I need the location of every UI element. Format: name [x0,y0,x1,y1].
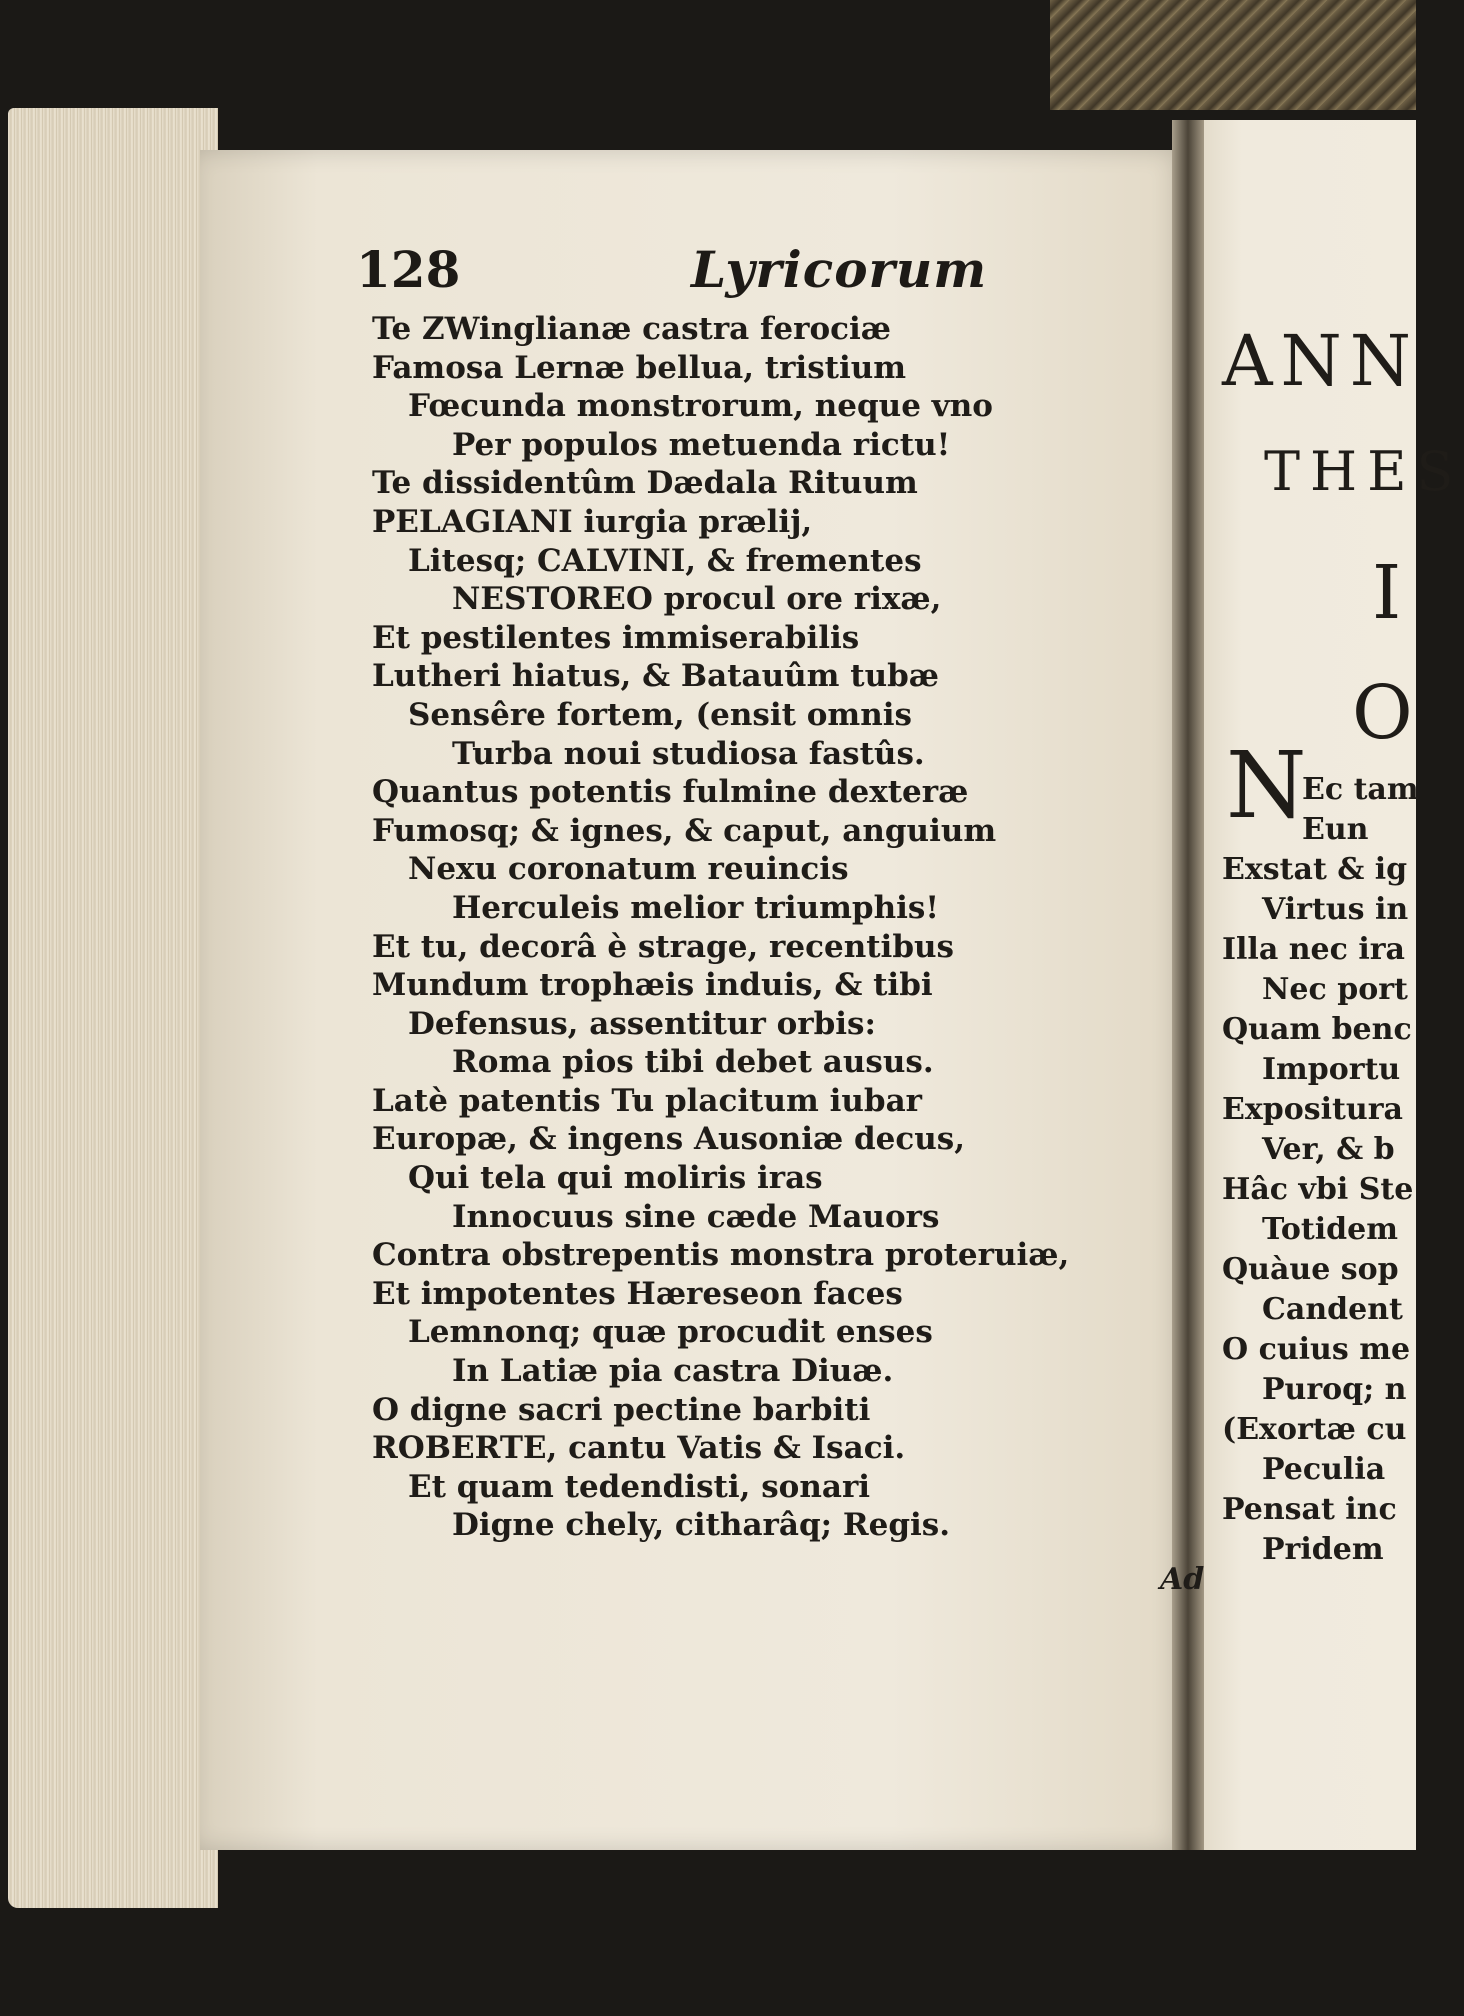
right-verse-line: Eun [1302,812,1369,847]
verse-line: Et quam tedendisti, sonari [408,1468,871,1505]
verse-line: O digne sacri pectine barbiti [372,1391,871,1428]
verse-line: Et tu, decorâ è strage, recentibus [372,928,954,965]
verse-line: In Latiæ pia castra Diuæ. [452,1353,894,1390]
verse-line: Et pestilentes immiserabilis [372,619,860,656]
verse-line: PELAGIANI iurgia prælij, [372,503,813,540]
right-verse-line: Illa nec ira [1222,932,1405,967]
right-verse-line: Quàue sop [1222,1252,1399,1287]
right-verse-line: Quam benc [1222,1012,1412,1047]
right-verse-line: Puroq; n [1262,1372,1407,1407]
verse-line: Litesq; CALVINI, & frementes [408,542,922,579]
verse-line: NESTOREO procul ore rixæ, [452,581,942,618]
verse-line: Famosa Lernæ bellua, tristium [372,349,907,386]
right-heading-line-1: ANN [1222,320,1420,402]
right-verse-line: Expositura [1222,1092,1403,1127]
verse-line: Fœcunda monstrorum, neque vno [408,388,993,425]
right-verse-line: Pensat inc [1222,1492,1397,1527]
right-verse-line: O cuius me [1222,1332,1411,1367]
verse-line: Qui tela qui moliris iras [408,1160,823,1197]
verse-line: Lemnonq; quæ procudit enses [408,1314,933,1351]
verse-line: Te ZWinglianæ castra ferociæ [372,311,892,347]
right-verse-line: Virtus in [1262,892,1409,927]
verse-line: Latè patentis Tu placitum iubar [372,1082,923,1119]
right-heading-line-3: I [1372,550,1402,636]
right-verse-line: Exstat & ig [1222,852,1408,887]
verse-line: Te dissidentûm Dædala Rituum [372,465,918,502]
running-head [356,240,988,300]
verse-line: Sensêre fortem, (ensit omnis [408,696,912,733]
verse-line: Et impotentes Hæreseon faces [372,1275,903,1312]
page-edges [8,108,218,1908]
verse-line: Digne chely, citharâq; Regis. [452,1507,951,1544]
right-verse-line: Importu [1262,1052,1401,1087]
verse-line: Lutheri hiatus, & Batauûm tubæ [372,658,940,695]
right-heading-line-4: O [1352,670,1413,756]
verse-line: Innocuus sine cæde Mauors [452,1198,940,1235]
right-verse-line: Ver, & b [1262,1132,1395,1167]
verse-line: Defensus, assentitur orbis: [408,1005,876,1042]
verse-line: Herculeis melior triumphis! [452,889,939,926]
book-spine-binding [1050,0,1416,110]
catchword: Ad [1160,1562,1205,1597]
drop-cap: N [1226,732,1307,839]
verse-line: Fumosq; & ignes, & caput, anguium [372,812,997,849]
page-number: 128 [356,240,461,299]
right-verse-block [1222,770,1422,1570]
verse-line: Contra obstrepentis monstra proteruiæ, [372,1237,1070,1274]
verse-line: Mundum trophæis induis, & tibi [372,967,933,1004]
verse-line: ROBERTE, cantu Vatis & Isaci. [372,1430,906,1467]
right-verse-line: Ec tam [1302,772,1419,807]
right-verse-line: Hâc vbi Ste [1222,1172,1414,1207]
right-verse-line: Nec port [1262,972,1408,1007]
right-heading-line-2: THES [1264,440,1464,503]
verse-line: Roma pios tibi debet ausus. [452,1044,934,1081]
right-verse-line: Peculia [1262,1452,1386,1487]
right-verse-line: Pridem [1262,1532,1384,1567]
right-verse-line: Candent [1262,1292,1403,1327]
verse-line: Turba noui studiosa fastûs. [452,735,925,772]
right-verse-line: (Exortæ cu [1222,1412,1407,1447]
verse-line: Quantus potentis fulmine dexteræ [372,774,969,811]
verse-block [372,310,1132,1545]
verse-line: Europæ, & ingens Ausoniæ decus, [372,1121,966,1158]
verse-line: Per populos metuenda rictu! [452,426,951,463]
verse-line: Nexu coronatum reuincis [408,851,849,888]
right-page-text [1222,300,1464,1620]
running-title: Lyricorum [691,240,988,299]
right-verse-line: Totidem [1262,1212,1398,1247]
